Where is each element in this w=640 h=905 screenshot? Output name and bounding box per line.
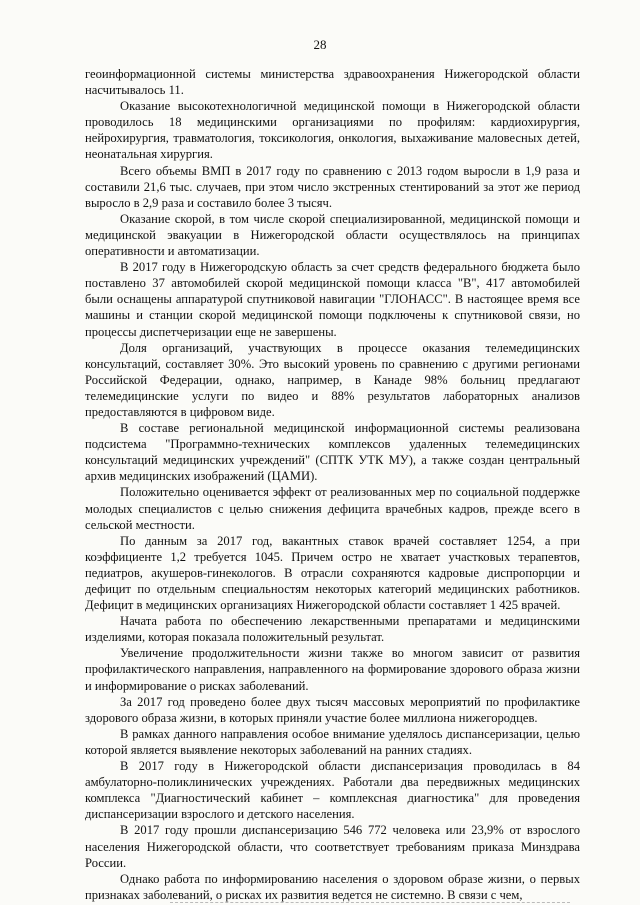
paragraph: В составе региональной медицинской информационной системы реализована подсистема "Программно-технических комплексов удаленных телемедицинских консультаций медицинских учреждений" (СПТК УТК МУ), а также создан центральный архив медицинских изображений (ЦАМИ). bbox=[85, 421, 580, 484]
paragraph: Начата работа по обеспечению лекарственными препаратами и медицинскими изделиями, которая показала положительный результат. bbox=[85, 614, 580, 645]
page-number: 28 bbox=[313, 37, 327, 52]
paragraph: В рамках данного направления особое внимание уделялось диспансеризации, целью которой является выявление некоторых заболеваний на ранних стадиях. bbox=[85, 726, 580, 757]
paragraph: В 2017 году в Нижегородскую область за счет средств федерального бюджета было поставлено 37 автомобилей скорой медицинской помощи класса "В", 417 автомобилей были оснащены аппаратурой спутниковой навигации "ГЛОНАСС". В настоящее время все машины и станции скорой медицинской помощи подключены к спутниковой связи, но процессы диспетчеризации еще не завершены. bbox=[85, 260, 580, 339]
paragraph: геоинформационной системы министерства здравоохранения Нижегородской области насчитывалось 11. bbox=[85, 67, 580, 98]
paragraph: Доля организаций, участвующих в процессе оказания телемедицинских консультаций, составляет 30%. Это высокий уровень по сравнению с другими регионами Российской Федерации, однако, например, в Канаде 98% больниц предлагают телемедицинские услуги по видео и 88% результатов лабораторных анализов предоставляются в цифровом виде. bbox=[85, 340, 580, 419]
paragraph: Положительно оценивается эффект от реализованных мер по социальной поддержке молодых специалистов с целью снижения дефицита врачебных кадров, прежде всего в сельской местности. bbox=[85, 485, 580, 532]
paragraph: По данным за 2017 год, вакантных ставок врачей составляет 1254, а при коэффициенте 1,2 требуется 1045. Причем остро не хватает участковых терапевтов, педиатров, акушеров-гинекологов. В отрасли сохраняются кадровые диспропорции и дефицит по отдельным специальностям некоторых категорий медицинских работников. Дефицит в медицинских организациях Нижегородской области составляет 1 425 врачей. bbox=[85, 533, 580, 613]
paragraph: Оказание скорой, в том числе скорой специализированной, медицинской помощи и медицинской эвакуации в Нижегородской области осуществлялось на принципах оперативности и автоматизации. bbox=[85, 211, 580, 259]
body-text bbox=[85, 66, 580, 903]
paragraph: Оказание высокотехнологичной медицинской помощи в Нижегородской области проводилось 18 медицинскими организациями по профилям: кардиохирургия, нейрохирургия, травматология, токсикология, онкология, выхаживание маловесных детей, неонатальная хирургия. bbox=[85, 99, 580, 162]
paragraph: В 2017 году в Нижегородской области диспансеризация проводилась в 84 амбулаторно-поликлинических учреждениях. Работали два передвижных медицинских комплекса "Диагностический кабинет – комплексная диагностика" для проведения диспансеризации взрослого и детского населения. bbox=[85, 759, 580, 822]
paragraph: За 2017 год проведено более двух тысяч массовых мероприятий по профилактике здорового образа жизни, в которых приняли участие более миллиона нижегородцев. bbox=[85, 694, 580, 725]
paragraph: Однако работа по информированию населения о здоровом образе жизни, о первых признаках заболеваний, о рисках их развития ведется не системно. В связи с чем, bbox=[85, 871, 580, 902]
paragraph: В 2017 году прошли диспансеризацию 546 772 человека или 23,9% от взрослого населения Нижегородской области, что соответствует требованиям приказа Минздрава России. bbox=[85, 823, 580, 870]
paragraph: Увеличение продолжительности жизни также во многом зависит от развития профилактического направления, направленного на формирование здорового образа жизни и информирование о рисках заболеваний. bbox=[85, 646, 580, 693]
paragraph: Всего объемы ВМП в 2017 году по сравнению с 2013 годом выросли в 1,9 раза и составили 21,6 тыс. случаев, при этом число экстренных стентирований за этот же период выросло в 2,9 раза и составило более 3 тысяч. bbox=[85, 163, 580, 210]
